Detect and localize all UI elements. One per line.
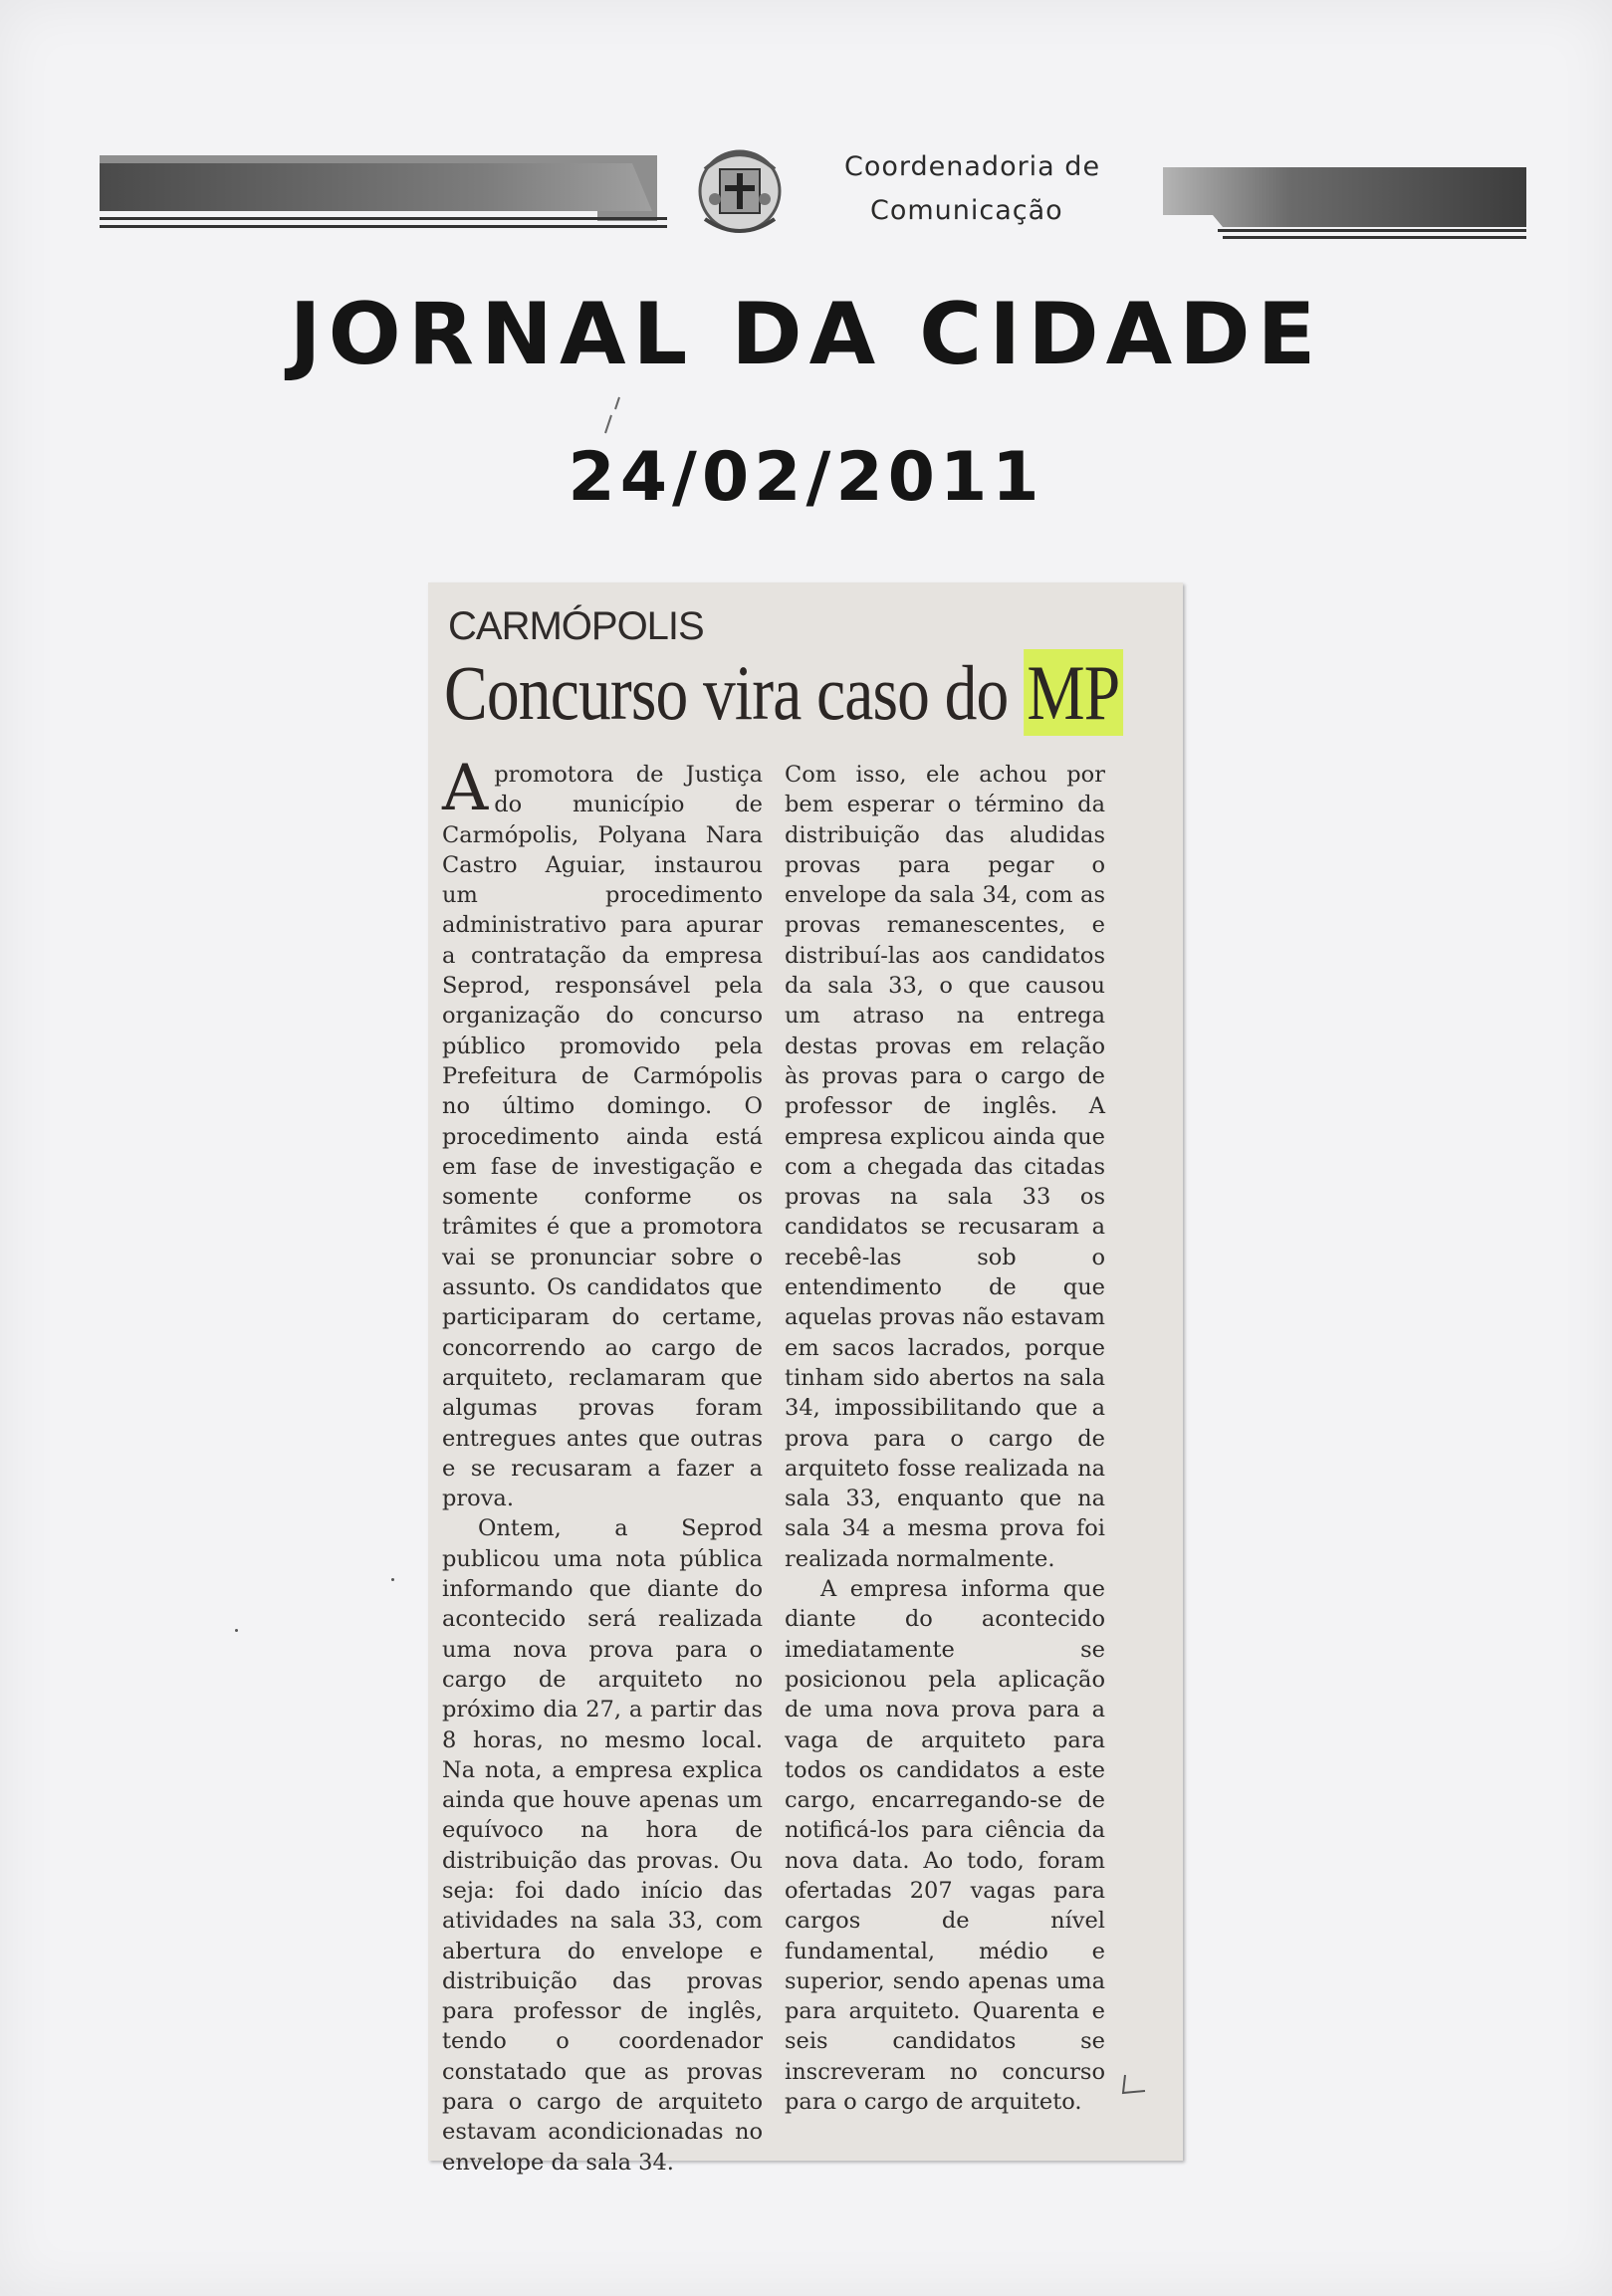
column2-paragraph1: Com isso, ele achou por bem esperar o término da distribuição das aludidas provas para pegar o envelope da sala 34, com as provas remanescentes, e distribuí-las aos candidatos da sala 33, o que causou um atraso na entrega destas provas em relação às provas para o cargo de professor de inglês. A empresa explicou ainda que com a chegada das citadas provas na sala 33 os candidatos se recusaram a recebê-las sob o entendimento de que aquelas provas não estavam em sacos lacrados, porque tinham sido abertos na sala 34, impossibilitando que a prova para o cargo de arquiteto fosse realizada na sala 33, enquanto que na sala 34 a mesma prova foi realizada normalmente. <box>785 762 1105 1572</box>
department-name <box>836 145 1115 233</box>
municipal-seal-icon <box>685 139 795 244</box>
article-column-2 <box>785 760 1105 2117</box>
section-label: CARMÓPOLIS <box>448 604 704 648</box>
newspaper-masthead: JORNAL DA CIDADE <box>289 285 1323 384</box>
publication-date: 24/02/2011 <box>568 438 1044 517</box>
newspaper-clipping <box>428 582 1183 2176</box>
department-line2: Comunicação <box>870 195 1063 226</box>
scan-speck <box>235 1629 238 1632</box>
department-line1: Coordenadoria de <box>844 151 1101 182</box>
column1-paragraph1 <box>442 752 763 1513</box>
drop-cap: A <box>442 752 489 825</box>
article-headline <box>444 648 1123 738</box>
column1-paragraph1-text: promotora de Justiça do município de Carmópolis, Polyana Nara Castro Aguiar, instaurou um procedimento administrativo para apurar a contratação da empresa Seprod, responsável pela organização do concurso público promovido pela Prefeitura de Carmópolis no último domingo. O procedimento ainda está em fase de investigação e somente conforme os trâmites é que a promotora vai se pronunciar sobre o assunto. Os candidatos que participaram do certame, concorrendo ao cargo de arquiteto, reclamaram que algumas provas foram entregues antes que outras e se recusaram a fazer a prova. <box>442 762 763 1512</box>
scan-speck <box>391 1578 394 1581</box>
pen-tick-mark <box>597 393 627 443</box>
header-band-right <box>1163 165 1526 241</box>
column2-paragraph2: A empresa informa que diante do acontecido imediatamente se posicionou pela aplicação de uma nova prova para a vaga de arquiteto para todos os candidatos a este cargo, encarregando-se de notificá-los para ciência da nova data. Ao todo, foram ofertadas 207 vagas para cargos de nível fundamental, médio e superior, sendo apenas uma para arquiteto. Quarenta e seis candidatos se inscreveram no concurso para o cargo de arquiteto. <box>785 1576 1105 2116</box>
pen-annotation-mark <box>1117 2071 1151 2101</box>
column1-paragraph2: Ontem, a Seprod publicou uma nota pública informando que diante do acontecido será realizada uma nova prova para o cargo de arquiteto no próximo dia 27, a partir das 8 horas, no mesmo local. Na nota, a empresa explica ainda que houve apenas um equívoco na hora de distribuição das provas. Ou seja: foi dado início das atividades na sala 33, com abertura do envelope e distribuição das provas para professor de inglês, tendo o coordenador constatado que as provas para o cargo de arquiteto estavam acondicionadas no envelope da sala 34. <box>442 1515 763 2176</box>
header-band-left <box>100 151 667 231</box>
highlighted-word: MP <box>1024 649 1123 736</box>
headline-text: Concurso vira caso do <box>444 649 1024 736</box>
article-column-1 <box>442 752 763 2178</box>
